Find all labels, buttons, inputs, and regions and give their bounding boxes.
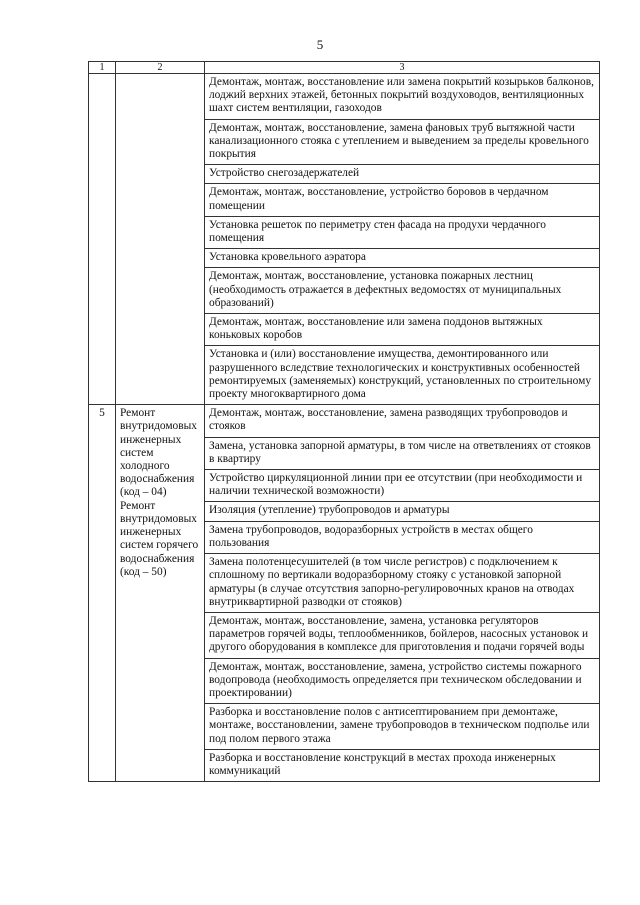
works-table-body (89, 62, 600, 782)
table-row (89, 405, 600, 437)
header-cell-2: 2 (116, 62, 205, 74)
table-row (89, 74, 600, 120)
work-item-cell: Разборка и восстановление конструкций в местах прохода инженерных коммуникаций (205, 749, 600, 781)
work-item-cell: Изоляция (утепление) трубопроводов и арматуры (205, 502, 600, 521)
section-number-cell: 5 (89, 405, 116, 782)
work-item-cell: Демонтаж, монтаж, восстановление, установка пожарных лестниц (необходимость отражается в дефектных ведомостях от муниципальных образований) (205, 268, 600, 314)
header-cell-1: 1 (89, 62, 116, 74)
work-item-cell: Демонтаж, монтаж, восстановление, замена, установка регуляторов параметров горячей воды, теплообменников, бойлеров, насосных установок и другого оборудования в комплексе для приготовления и подачи горячей воды (205, 612, 600, 658)
work-item-cell: Замена полотенцесушителей (в том числе регистров) с подключением к сплошному по вертикали водоразборному стояку с установкой запорной арматуры (в случае отсутствия запорно-регулировочных кранов на отводах внутриквартирной разводки от стояков) (205, 554, 600, 613)
work-item-cell: Демонтаж, монтаж, восстановление или замена поддонов вытяжных коньковых коробов (205, 314, 600, 346)
work-item-cell: Разборка и восстановление полов с антисептированием при демонтаже, монтаже, восстановлении, замене трубопроводов в техническом подполье или под полом первого этажа (205, 704, 600, 750)
page-number: 5 (316, 37, 324, 52)
work-item-cell: Замена, установка запорной арматуры, в том числе на ответвлениях от стояков в квартиру (205, 437, 600, 469)
work-item-cell: Замена трубопроводов, водоразборных устройств в местах общего пользования (205, 521, 600, 553)
work-item-cell: Установка и (или) восстановление имущества, демонтированного или разрушенного вследствие технологических и конструктивных особенностей ремонтируемых (заменяемых) конструкций, установленных по строительному проекту многоквартирного дома (205, 346, 600, 405)
table-header-row (89, 62, 600, 74)
work-item-cell: Установка решеток по периметру стен фасада на продухи чердачного помещения (205, 216, 600, 248)
work-item-cell: Демонтаж, монтаж, восстановление, замена разводящих трубопроводов и стояков (205, 405, 600, 437)
section-name-cell: Ремонт внутридомовых инженерных систем холодного водоснабжения (код – 04) Ремонт внутридомовых инженерных систем горячего водоснабжения (код – 50) (116, 405, 205, 782)
work-item-cell: Демонтаж, монтаж, восстановление, замена, устройство системы пожарного водопровода (необходимость определяется при техническом обследовании и проектировании) (205, 658, 600, 704)
work-item-cell: Демонтаж, монтаж, восстановление или замена покрытий козырьков балконов, лоджий верхних этажей, бетонных покрытий воздуховодов, вентиляционных шахт систем вентиляции, газоходов (205, 74, 600, 120)
work-item-cell: Устройство циркуляционной линии при ее отсутствии (при необходимости и наличии технической возможности) (205, 470, 600, 502)
continuation-number-cell (89, 74, 116, 405)
continuation-name-cell (116, 74, 205, 405)
header-cell-3: 3 (205, 62, 600, 74)
work-item-cell: Демонтаж, монтаж, восстановление, устройство боровов в чердачном помещении (205, 184, 600, 216)
works-table (88, 61, 600, 782)
work-item-cell: Установка кровельного аэратора (205, 249, 600, 268)
work-item-cell: Устройство снегозадержателей (205, 165, 600, 184)
work-item-cell: Демонтаж, монтаж, восстановление, замена фановых труб вытяжной части канализационного стояка с утеплением и выведением за пределы кровельного покрытия (205, 119, 600, 165)
